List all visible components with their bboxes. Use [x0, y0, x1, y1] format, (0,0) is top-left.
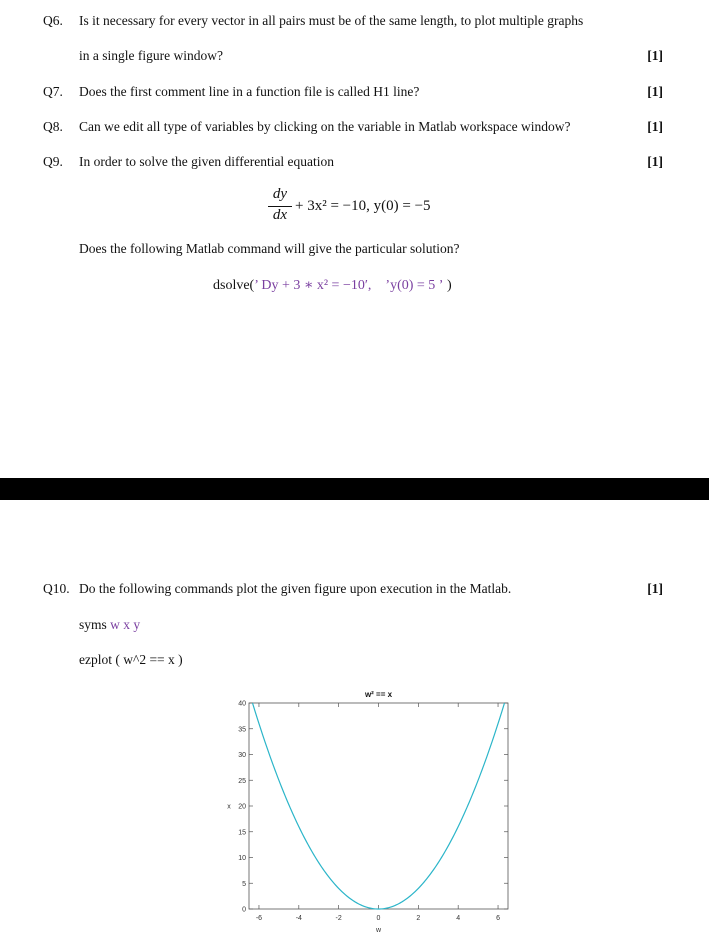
equation-denominator: dx	[272, 207, 288, 223]
syms-vars: w x y	[110, 617, 141, 632]
equation-numerator: dy	[272, 186, 288, 202]
dsolve-arg2: ’y(0) = 5 ’	[385, 278, 444, 293]
dsolve-prefix: dsolve(	[213, 278, 255, 293]
q10-marks: [1]	[647, 581, 663, 596]
dsolve-arg1: ’ Dy + 3 ∗ x² = −10′,	[254, 278, 372, 293]
q8-text: Can we edit all type of variables by clicking on the variable in Matlab workspace window?	[79, 119, 571, 134]
chart-title: w² == x	[364, 690, 393, 699]
q6-marks: [1]	[647, 48, 663, 63]
q7-text: Does the first comment line in a function file is called H1 line?	[79, 84, 420, 99]
q10-number: Q10.	[43, 581, 70, 596]
q7-number: Q7.	[43, 84, 63, 99]
y-tick-label: 20	[238, 803, 246, 811]
y-tick-label: 15	[238, 829, 246, 837]
q9-number: Q9.	[43, 154, 63, 169]
y-tick-label: 0	[242, 906, 246, 914]
y-tick-label: 10	[238, 855, 246, 862]
q8-number: Q8.	[43, 119, 63, 134]
q6-text-line1: Is it necessary for every vector in all pairs must be of the same length, to plot multiple graphs	[79, 13, 584, 28]
x-tick-label: -4	[295, 915, 302, 922]
x-tick-label: 2	[416, 915, 421, 922]
q7-marks: [1]	[647, 84, 663, 99]
y-tick-label: 30	[238, 752, 246, 759]
y-axis-label: x	[227, 803, 231, 811]
y-tick-label: 5	[242, 880, 246, 888]
dsolve-suffix: )	[446, 278, 452, 293]
x-tick-label: 0	[376, 915, 381, 922]
y-tick-label: 25	[238, 777, 246, 785]
x-tick-label: -6	[255, 915, 263, 922]
q6-number: Q6.	[43, 13, 63, 28]
q9-text-line2: Does the following Matlab command will give the particular solution?	[79, 241, 460, 256]
y-tick-label: 35	[238, 726, 246, 734]
y-tick-label: 40	[238, 700, 246, 708]
q8-marks: [1]	[647, 119, 663, 134]
q6-text-line2: in a single figure window?	[79, 48, 223, 63]
ezplot-command: ezplot ( w^2 == x )	[79, 652, 183, 667]
x-tick-label: 4	[456, 915, 461, 922]
x-axis-label: w	[375, 927, 382, 934]
q9-text: In order to solve the given differential equation	[79, 154, 335, 169]
x-tick-label: -2	[335, 915, 342, 922]
syms-keyword: syms	[79, 617, 107, 632]
equation-rest: + 3x² = −10, y(0) = −5	[295, 198, 431, 214]
x-tick-label: 6	[496, 915, 500, 922]
q9-marks: [1]	[647, 154, 663, 169]
plot-axes-box	[249, 703, 508, 909]
q10-text: Do the following commands plot the given figure upon execution in the Matlab.	[79, 581, 512, 596]
